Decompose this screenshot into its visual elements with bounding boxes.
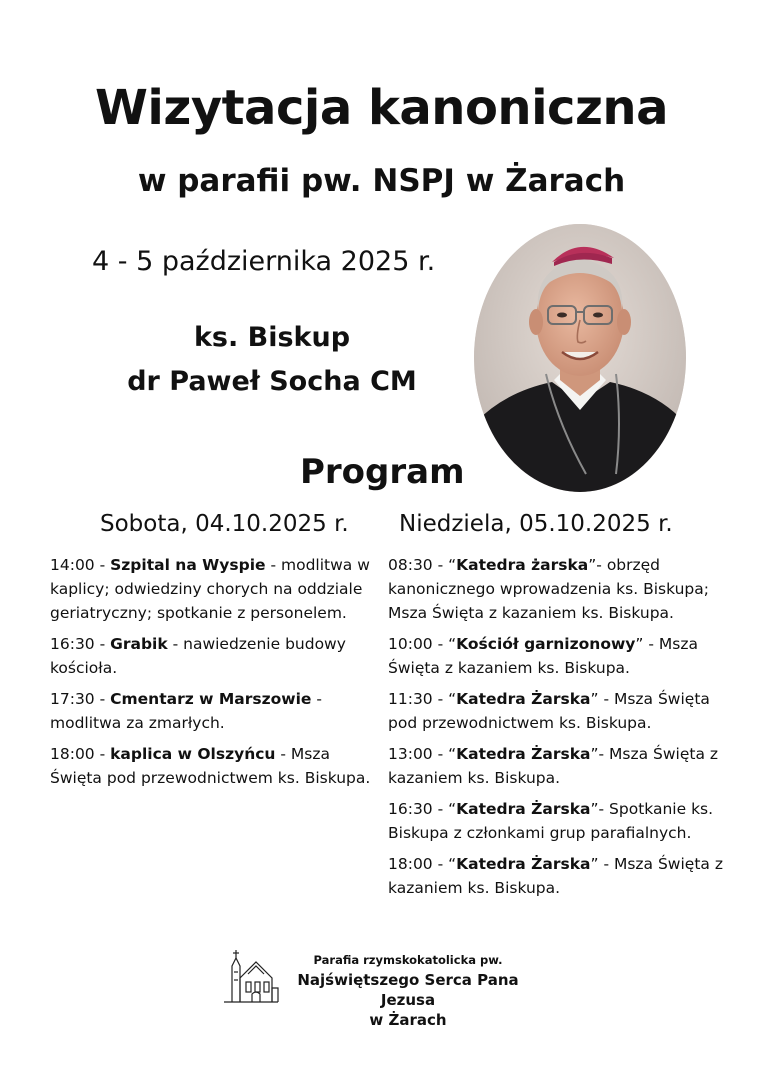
entry-place: Katedra Żarska [456,800,591,818]
open-quote: “ [448,690,457,708]
open-quote: “ [448,800,457,818]
sunday-entry [388,553,728,625]
entry-desc: - Msza Święta z kazaniem ks. Biskupa. [388,855,723,897]
entry-place: Grabik [110,635,168,653]
entry-place: Kościół garnizonowy [456,635,636,653]
entry-desc: - Msza Święta pod przewodnictwem ks. Biskupa. [388,690,710,732]
page-title: Wizytacja kanoniczna [94,80,668,136]
close-quote: ” [590,800,599,818]
event-date: 4 - 5 października 2025 r. [92,246,436,277]
saturday-heading: Sobota, 04.10.2025 r. [100,511,349,537]
page-subtitle: w parafii pw. NSPJ w Żarach [137,163,626,199]
entry-time: 16:30 - [388,800,449,818]
entry-place: Katedra Żarska [456,690,591,708]
program-heading: Program [300,452,465,492]
close-quote: ” [590,745,599,763]
entry-place: Cmentarz w Marszowie [110,690,312,708]
footer-line2: Najświętszego Serca Pana Jezusa [297,971,519,1009]
entry-time: 11:30 - [388,690,449,708]
open-quote: “ [448,855,457,873]
sunday-heading: Niedziela, 05.10.2025 r. [399,511,673,537]
entry-time: 14:00 - [50,556,111,574]
saturday-schedule [50,553,380,797]
saturday-entry [50,553,380,625]
open-quote: “ [448,556,457,574]
entry-desc: - Msza Święta pod przewodnictwem ks. Biskupa. [50,745,371,787]
saturday-entry [50,742,380,790]
entry-time: 10:00 - [388,635,449,653]
church-logo-icon [222,948,280,1004]
bishop-fullname: dr Paweł Socha CM [127,366,417,397]
saturday-entry [50,687,380,735]
entry-time: 08:30 - [388,556,449,574]
entry-place: kaplica w Olszyńcu [110,745,276,763]
entry-place: Katedra Żarska [456,745,591,763]
open-quote: “ [448,745,457,763]
footer-line3: w Żarach [369,1011,447,1029]
close-quote: ” [588,556,597,574]
sunday-entry [388,632,728,680]
sunday-entry [388,797,728,845]
entry-desc: - modlitwa w kaplicy; odwiedziny chorych na oddziale geriatryczny; spotkanie z personelem. [50,556,370,622]
sunday-entry [388,742,728,790]
church-drawing [222,948,280,1004]
close-quote: ” [590,855,599,873]
entry-desc: - Msza Święta z kazaniem ks. Biskupa. [388,635,698,677]
entry-place: Szpital na Wyspie [110,556,266,574]
entry-place: Katedra Żarska [456,855,591,873]
entry-desc: - Msza Święta z kazaniem ks. Biskupa. [388,745,719,787]
entry-desc: - nawiedzenie budowy kościoła. [50,635,346,677]
bishop-portrait [474,224,686,492]
open-quote: “ [448,635,457,653]
entry-time: 17:30 - [50,690,111,708]
bishop-title: ks. Biskup [193,322,351,353]
sunday-schedule [388,553,728,907]
close-quote: ” [635,635,644,653]
parish-footer [283,950,533,1030]
close-quote: ” [590,690,599,708]
entry-desc: - modlitwa za zmarłych. [50,690,322,732]
saturday-entry [50,632,380,680]
sunday-entry [388,687,728,735]
footer-line1: Parafia rzymskokatolicka pw. [313,953,503,967]
entry-place: Katedra żarska [456,556,589,574]
entry-time: 18:00 - [388,855,449,873]
entry-time: 13:00 - [388,745,449,763]
entry-desc: - Spotkanie ks. Biskupa z członkami grup parafialnych. [388,800,714,842]
bishop-portrait-image [474,224,686,492]
sunday-entry [388,852,728,900]
entry-time: 16:30 - [50,635,111,653]
bishop-name [92,316,452,404]
entry-time: 18:00 - [50,745,111,763]
entry-desc: - obrzęd kanonicznego wprowadzenia ks. Biskupa; Msza Święta z kazaniem ks. Biskupa. [388,556,709,622]
